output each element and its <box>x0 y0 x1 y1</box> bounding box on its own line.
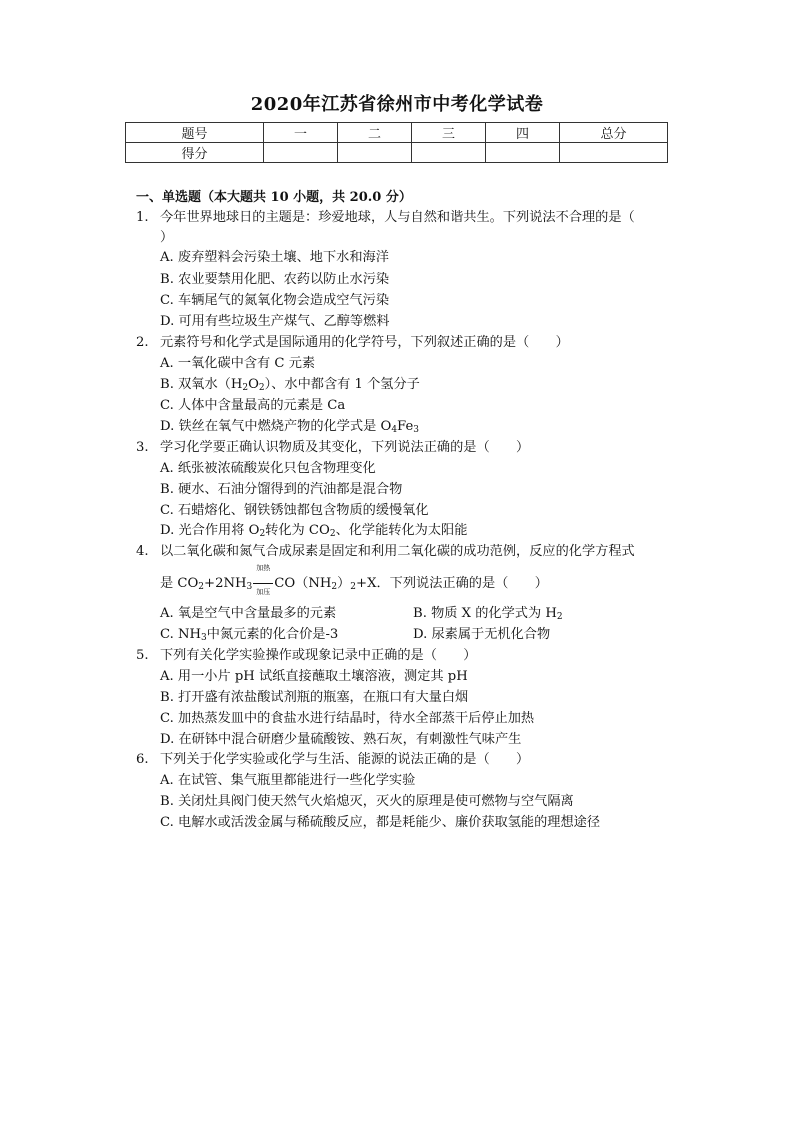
header-cell-question-no: 题号 <box>126 123 264 143</box>
question-stem: 元素符号和化学式是国际通用的化学符号，下列叙述正确的是（ ） <box>160 335 569 350</box>
section-heading-single-choice: 一、单选题（本大题共 10 小题，共 20.0 分） <box>136 190 412 205</box>
question-number: 6. <box>136 752 149 767</box>
option-c: C. 车辆尾气的氮氧化物会造成空气污染 <box>160 293 390 308</box>
header-cell-part-4: 四 <box>486 123 560 143</box>
option-b: B. 关闭灶具阀门使天然气火焰熄灭，灭火的原理是使可燃物与空气隔离 <box>160 794 574 809</box>
question-2 <box>136 333 666 353</box>
option-a: A. 废弃塑料会污染土壤、地下水和海洋 <box>160 250 389 265</box>
chemical-equation: 是 $CO_2+2NH_3$ 加热 加压 $CO(NH_2)_2+X$．下列说法正确的是（ ） <box>160 564 548 596</box>
option-b: B. 打开盛有浓盐酸试剂瓶的瓶塞，在瓶口有大量白烟 <box>160 690 469 705</box>
question-3 <box>136 438 666 458</box>
option-a: A. 在试管、集气瓶里都能进行一些化学实验 <box>160 773 416 788</box>
header-cell-part-3: 三 <box>412 123 486 143</box>
option-b: B. 农业要禁用化肥、农药以防止水污染 <box>160 272 390 287</box>
question-number: 1. <box>136 210 149 225</box>
score-table-header-row <box>126 123 668 143</box>
option-c: C. $NH_3$中氮元素的化合价是-3 <box>160 627 339 643</box>
question-number: 4. <box>136 544 149 559</box>
option-b: B. 硬水、石油分馏得到的汽油都是混合物 <box>160 482 403 497</box>
option-c: C. 人体中含量最高的元素是 Ca <box>160 398 346 413</box>
question-stem: 以二氧化碳和氮气合成尿素是固定和利用二氧化碳的成功范例，反应的化学方程式 <box>160 544 635 559</box>
score-table-score-row <box>126 143 668 163</box>
reaction-condition-arrow: 加热 加压 <box>252 574 274 594</box>
option-d: D. 铁丝在氧气中燃烧产物的化学式是 $O_4Fe_3$ <box>160 419 420 435</box>
score-cell <box>412 143 486 163</box>
question-number: 3. <box>136 440 149 455</box>
score-cell <box>338 143 412 163</box>
option-b: B. 双氧水$(H_2O_2)$、水中都含有 1 个氢分子 <box>160 377 420 393</box>
option-a: A. 氧是空气中含量最多的元素 <box>160 606 337 621</box>
header-cell-part-2: 二 <box>338 123 412 143</box>
option-c: C. 电解水或活泼金属与稀硫酸反应，都是耗能少、廉价获取氢能的理想途径 <box>160 815 601 830</box>
question-stem-continued: ） <box>160 230 174 245</box>
question-stem: 今年世界地球日的主题是：珍爱地球，人与自然和谐共生。下列说法不合理的是（ <box>160 210 635 225</box>
score-cell <box>264 143 338 163</box>
option-a: A. 纸张被浓硫酸炭化只包含物理变化 <box>160 461 376 476</box>
question-5 <box>136 646 666 666</box>
exam-title: 2020年江苏省徐州市中考化学试卷 <box>250 94 544 115</box>
question-stem: 学习化学要正确认识物质及其变化，下列说法正确的是（ ） <box>160 440 530 455</box>
option-a: A. 用一小片 pH 试纸直接蘸取土壤溶液，测定其 pH <box>160 669 468 684</box>
option-a: A. 一氧化碳中含有 C 元素 <box>160 356 316 371</box>
option-d: D. 光合作用将 $O_2$转化为 $CO_2$、化学能转化为太阳能 <box>160 523 468 539</box>
option-b: B. 物质 X 的化学式为 $H_2$ <box>413 606 563 622</box>
question-stem: 下列关于化学实验或化学与生活、能源的说法正确的是（ ） <box>160 752 530 767</box>
header-cell-part-1: 一 <box>264 123 338 143</box>
option-d: D. 可用有些垃圾生产煤气、乙醇等燃料 <box>160 314 390 329</box>
header-cell-total: 总分 <box>560 123 668 143</box>
question-number: 5. <box>136 648 149 663</box>
question-4 <box>136 542 666 562</box>
score-row-label: 得分 <box>126 143 264 163</box>
score-cell <box>560 143 668 163</box>
option-d: D. 尿素属于无机化合物 <box>413 627 551 642</box>
question-stem: 下列有关化学实验操作或现象记录中正确的是（ ） <box>160 648 477 663</box>
option-c: C. 石蜡熔化、钢铁锈蚀都包含物质的缓慢氧化 <box>160 503 429 518</box>
question-6 <box>136 750 666 770</box>
option-c: C. 加热蒸发皿中的食盐水进行结晶时，待水全部蒸干后停止加热 <box>160 711 535 726</box>
option-d: D. 在研钵中混合研磨少量硫酸铵、熟石灰，有刺激性气味产生 <box>160 732 522 747</box>
question-1 <box>136 208 666 248</box>
question-number: 2. <box>136 335 149 350</box>
score-table <box>125 122 668 163</box>
score-cell <box>486 143 560 163</box>
